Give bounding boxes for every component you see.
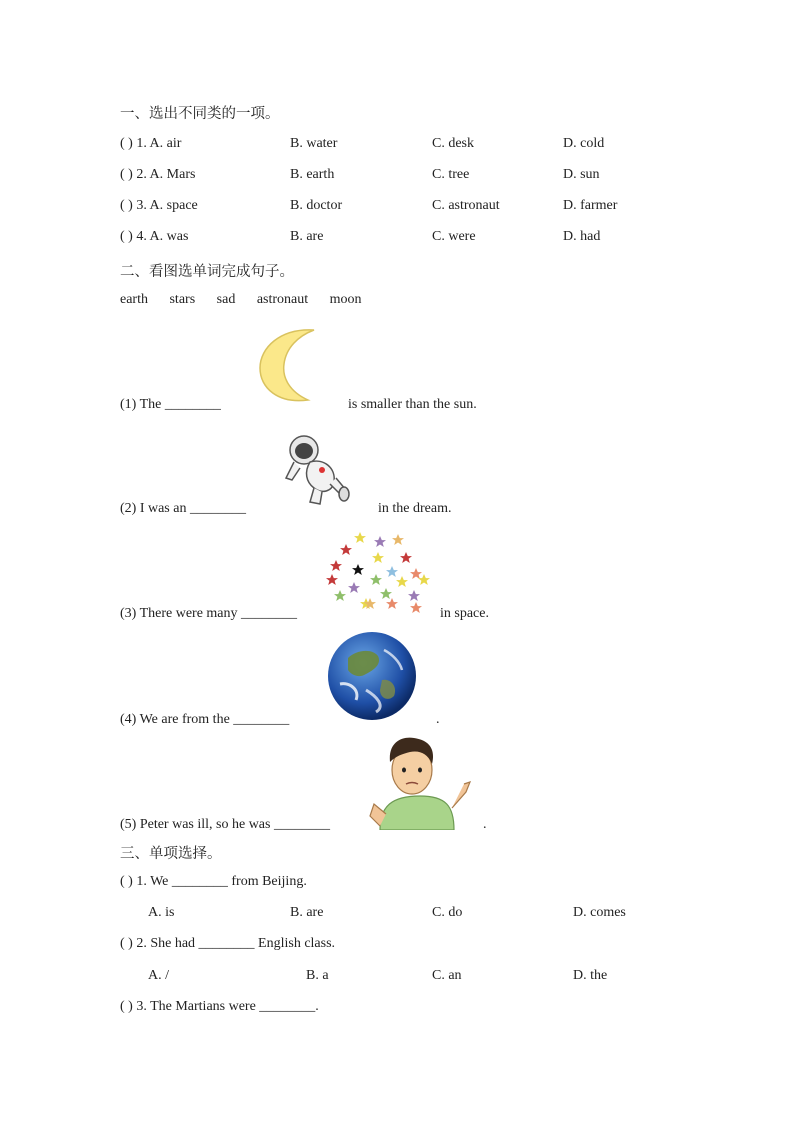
sentence-5-end: . [483, 817, 487, 832]
option-a: A. / [148, 968, 169, 983]
sentence-2-start: (2) I was an ________ [120, 501, 246, 516]
boy-icon [366, 734, 474, 830]
sentence-3-end: in space. [440, 606, 489, 621]
option-b: B. a [306, 968, 329, 983]
option-b: B. water [290, 136, 338, 151]
sentence-5-start: (5) Peter was ill, so he was ________ [120, 817, 330, 832]
question-1-options [120, 905, 680, 925]
option-d: D. cold [563, 136, 605, 151]
option-d: D. had [563, 229, 601, 244]
question-row [120, 167, 680, 187]
word-bank-item: stars [169, 292, 196, 307]
question-1-stem: ( ) 1. We ________ from Beijing. [120, 874, 307, 889]
option-c: C. do [432, 905, 463, 920]
question-stem: ( ) 3. A. space [120, 198, 198, 213]
sentence-1-start: (1) The ________ [120, 397, 221, 412]
word-bank-item: moon [329, 292, 362, 307]
stars-icon [316, 524, 438, 620]
word-bank-item: earth [120, 292, 148, 307]
question-row [120, 229, 680, 249]
sentence-2-end: in the dream. [378, 501, 452, 516]
moon-icon [254, 326, 324, 404]
question-2-stem: ( ) 2. She had ________ English class. [120, 936, 336, 951]
question-stem: ( ) 2. A. Mars [120, 167, 196, 182]
option-d: D. comes [573, 905, 626, 920]
option-c: C. desk [432, 136, 474, 151]
section-2-title: 二、看图选单词完成句子。 [120, 264, 294, 280]
word-bank-item: sad [216, 292, 236, 307]
earth-icon [326, 630, 418, 722]
section-1-title: 一、选出不同类的一项。 [120, 106, 280, 122]
question-2-options [120, 968, 680, 988]
astronaut-icon [284, 432, 350, 508]
option-d: D. farmer [563, 198, 618, 213]
option-c: C. astronaut [432, 198, 500, 213]
option-b: B. doctor [290, 198, 343, 213]
option-b: B. are [290, 229, 324, 244]
sentence-4-end: . [436, 712, 440, 727]
word-bank [120, 292, 362, 308]
option-c: C. tree [432, 167, 470, 182]
section-3-title: 三、单项选择。 [120, 846, 222, 862]
option-b: B. are [290, 905, 324, 920]
option-d: D. sun [563, 167, 600, 182]
sentence-1-end: is smaller than the sun. [348, 397, 477, 412]
word-bank-item: astronaut [256, 292, 309, 307]
sentence-3-start: (3) There were many ________ [120, 606, 298, 621]
question-row [120, 198, 680, 218]
option-b: B. earth [290, 167, 335, 182]
question-row [120, 136, 680, 156]
question-3-stem: ( ) 3. The Martians were ________. [120, 999, 319, 1014]
option-a: A. is [148, 905, 175, 920]
option-c: C. were [432, 229, 476, 244]
sentence-4-start: (4) We are from the ________ [120, 712, 290, 727]
question-stem: ( ) 1. A. air [120, 136, 182, 151]
option-c: C. an [432, 968, 462, 983]
option-d: D. the [573, 968, 608, 983]
question-stem: ( ) 4. A. was [120, 229, 189, 244]
